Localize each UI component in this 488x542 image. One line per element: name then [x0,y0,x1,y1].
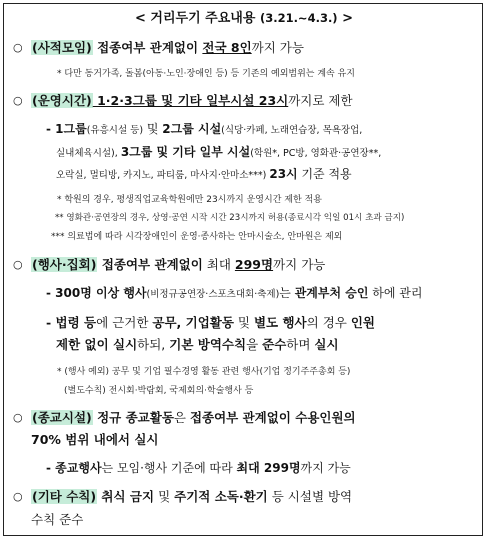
section-religious: (종교시설) 정규 종교활동은 접종여부 관계없이 수용인원의 [32,410,356,425]
note-private-gathering: * 다만 동거가족, 돌봄(아동·노인·장애인 등) 등 기존의 예외범위는 계속 유지 [57,69,355,79]
events-line-2: - 법령 등에 근거한 공무, 기업활동 및 별도 행사의 경우 인원 [46,315,375,330]
section-events: (행사·집회) 접종여부 관계없이 최대 299명까지 가능 [32,257,326,272]
note-hours-1: * 학원의 경우, 평생직업교육학원에만 23시까지 운영시간 제한 적용 [57,195,322,205]
events-line-3: 제한 없이 실시하되, 기본 방역수칙을 준수하며 실시 [56,337,339,352]
section-other-rules: (기타 수칙) 취식 금지 및 주기적 소독·환기 등 시설별 방역 [32,489,353,504]
page-title: < 거리두기 주요내용 (3.21.~4.3.) > [135,11,353,26]
bullet-circle: ○ [13,258,23,271]
bullet-circle: ○ [13,94,23,107]
section-private-gathering: (사적모임) 접종여부 관계없이 전국 8인까지 가능 [32,40,304,55]
religious-line-3: - 종교행사는 모임·행사 기준에 따라 최대 299명까지 가능 [46,461,351,475]
hours-line-1: - 1그룹(유흥시설 등) 및 2그룹 시설(식당·카페, 노래연습장, 목욕장업, [46,122,363,136]
note-hours-2: ** 영화관·공연장의 경우, 상영·공연 시작 시간 23시까지 허용(종료시각 익일 01시 초과 금지) [55,213,405,223]
bullet-circle: ○ [13,490,23,503]
hours-line-2: 실내체육시설), 3그룹 및 기타 일부 시설(학원*, PC방, 영화관·공연장**, [56,145,382,159]
hours-line-3: 오락실, 멀티방, 카지노, 파티룸, 마사지·안마소***) 23시 기준 적용 [56,167,352,181]
events-line-1: - 300명 이상 행사(비정규공연장·스포츠대회·축제)는 관계부처 승인 하에 관리 [46,286,423,300]
bullet-circle: ○ [13,41,23,54]
note-events-1: * (행사 예외) 공무 및 기업 필수경영 활동 관련 행사(기업 정기주주총회 등) [57,367,351,377]
bullet-circle: ○ [13,411,23,424]
section-operating-hours: (운영시간) 1·2·3그룹 및 기타 일부시설 23시까지로 제한 [32,93,353,108]
other-rules-line-2: 수칙 준수 [31,512,84,527]
note-events-2: (별도수칙) 전시회·박람회, 국제회의·학술행사 등 [64,386,254,396]
religious-line-2: 70% 범위 내에서 실시 [31,432,159,447]
note-hours-3: *** 의료법에 따라 시각장애인이 운영·종사하는 안마시술소, 안마원은 제외 [51,232,343,242]
